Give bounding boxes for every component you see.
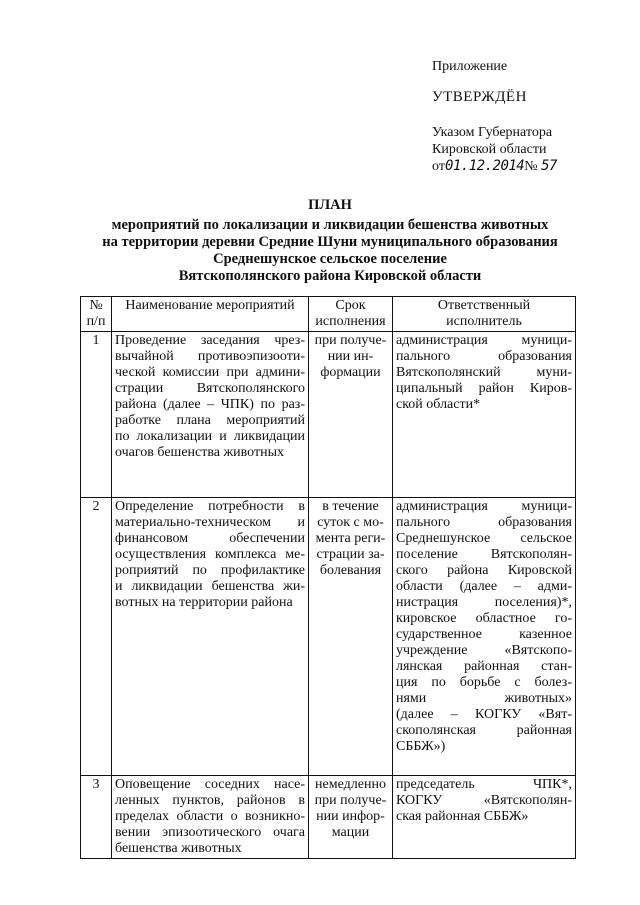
cell-line: очагов бешенства животных xyxy=(115,445,285,460)
cell-line: материально-техническом и xyxy=(115,515,305,530)
decree-date-line xyxy=(432,158,632,175)
cell-line: вотных на территории района xyxy=(115,595,293,610)
cell-line: области (далее – адми- xyxy=(396,579,572,594)
cell-line: ция по борьбе с болез- xyxy=(396,675,572,690)
cell-line: финансовом обеспечении xyxy=(115,531,305,546)
appendix-label: Приложение xyxy=(432,59,508,74)
plan-table xyxy=(80,296,576,859)
heading-line-3: Среднешунское сельское поселение xyxy=(213,251,447,267)
cell-line: пального образования xyxy=(396,515,572,530)
cell-line: при получе- xyxy=(314,793,387,808)
cell-line: по локализации и ликвидации xyxy=(115,429,305,444)
cell-line: мации xyxy=(331,825,370,840)
header-term: Срок исполнения xyxy=(309,297,393,332)
row-number: 1 xyxy=(81,332,112,498)
table-header-row xyxy=(81,297,576,332)
cell-line: ского района Кировской xyxy=(396,563,572,578)
header-activity: Наименование мероприятий xyxy=(112,297,309,332)
cell-line: Вятскополянский муни- xyxy=(396,365,572,380)
approved-label: УТВЕРЖДЁН xyxy=(432,89,527,105)
cell-line: скополянская районная xyxy=(396,723,572,738)
heading-line-2: на территории деревни Средние Шуни муниципального образования xyxy=(102,234,558,250)
row-number: 2 xyxy=(81,498,112,776)
decree-date: 01.12.2014 xyxy=(444,158,525,174)
cell-line: бешенства животных xyxy=(115,841,242,856)
cell-line: СББЖ») xyxy=(396,739,446,754)
cell-line: вении эпизоотического очага xyxy=(115,825,305,840)
row-number: 3 xyxy=(81,776,112,859)
cell-line: нии инфор- xyxy=(316,809,385,824)
cell-line: немедленно xyxy=(315,777,386,792)
cell-line: поселение Вятскополян- xyxy=(396,547,572,562)
cell-line: осуществления комплекса ме- xyxy=(115,547,305,562)
cell-line: Проведение заседания чрез- xyxy=(115,333,305,348)
number-prefix: № xyxy=(524,159,538,174)
row-responsible xyxy=(393,776,576,859)
cell-line: ципальный район Киров- xyxy=(396,381,572,396)
cell-line: и ликвидации бешенства жи- xyxy=(115,579,305,594)
cell-line: КОГКУ «Вятскополян- xyxy=(396,793,572,808)
cell-line: мента реги- xyxy=(315,531,386,546)
table-row xyxy=(81,332,576,498)
cell-line: кировское областное го- xyxy=(396,611,572,626)
cell-line: болевания xyxy=(319,563,382,578)
row-activity xyxy=(112,776,309,859)
cell-line: ленных пунктов, районов в xyxy=(115,793,305,808)
table-row xyxy=(81,776,576,859)
cell-line: района (далее – ЧПК) по раз- xyxy=(115,397,305,412)
cell-line: роприятий по профилактике xyxy=(115,563,305,578)
row-term xyxy=(309,498,393,776)
cell-line: нями животных» xyxy=(396,691,572,706)
table-row xyxy=(81,498,576,776)
cell-line: председатель ЧПК*, xyxy=(396,777,572,792)
cell-line: вычайной противоэпизооти- xyxy=(115,349,305,364)
cell-line: формации xyxy=(320,365,381,380)
cell-line: пального образования xyxy=(396,349,572,364)
decree-line-1: Указом Губернатора xyxy=(432,125,553,140)
cell-line: страции за- xyxy=(316,547,385,562)
cell-line: при получе- xyxy=(314,333,387,348)
header-number: № п/п xyxy=(81,297,112,332)
cell-line: Определение потребности в xyxy=(115,499,305,514)
cell-line: администрация муници- xyxy=(396,499,572,514)
cell-line: администрация муници- xyxy=(396,333,572,348)
row-term xyxy=(309,332,393,498)
cell-line: пределах области о возникно- xyxy=(115,809,305,824)
cell-line: суток с мо- xyxy=(317,515,384,530)
row-responsible xyxy=(393,498,576,776)
cell-line: учреждение «Вятскопо- xyxy=(396,643,572,658)
cell-line: нистрация поселения)*, xyxy=(396,595,572,610)
heading-line-1: мероприятий по локализации и ликвидации бешенства животных xyxy=(111,217,549,233)
row-term xyxy=(309,776,393,859)
cell-line: ская районная СББЖ» xyxy=(396,809,529,824)
decree-line-2: Кировской области xyxy=(432,142,547,157)
cell-line: сударственное казенное xyxy=(396,627,572,642)
heading-line-4: Вятскополянского района Кировской области xyxy=(178,268,482,284)
cell-line: работке плана мероприятий xyxy=(115,413,305,428)
header-responsible: Ответственный исполнитель xyxy=(393,297,576,332)
from-prefix: от xyxy=(432,159,445,174)
row-activity xyxy=(112,498,309,776)
row-responsible xyxy=(393,332,576,498)
decree-number: 57 xyxy=(541,158,557,174)
cell-line: (далее – КОГКУ «Вят- xyxy=(396,707,572,722)
cell-line: ской области* xyxy=(396,397,481,412)
document-title: ПЛАН xyxy=(308,197,352,213)
row-activity xyxy=(112,332,309,498)
approval-block xyxy=(432,58,632,175)
document-heading xyxy=(70,197,590,285)
cell-line: ческой комиссии при админи- xyxy=(115,365,305,380)
cell-line: нии ин- xyxy=(327,349,374,364)
cell-line: страции Вятскополянского xyxy=(115,381,305,396)
cell-line: в течение xyxy=(322,499,379,514)
cell-line: Среднешунское сельское xyxy=(396,531,572,546)
cell-line: Оповещение соседних насе- xyxy=(115,777,305,792)
cell-line: лянская районная стан- xyxy=(396,659,572,674)
